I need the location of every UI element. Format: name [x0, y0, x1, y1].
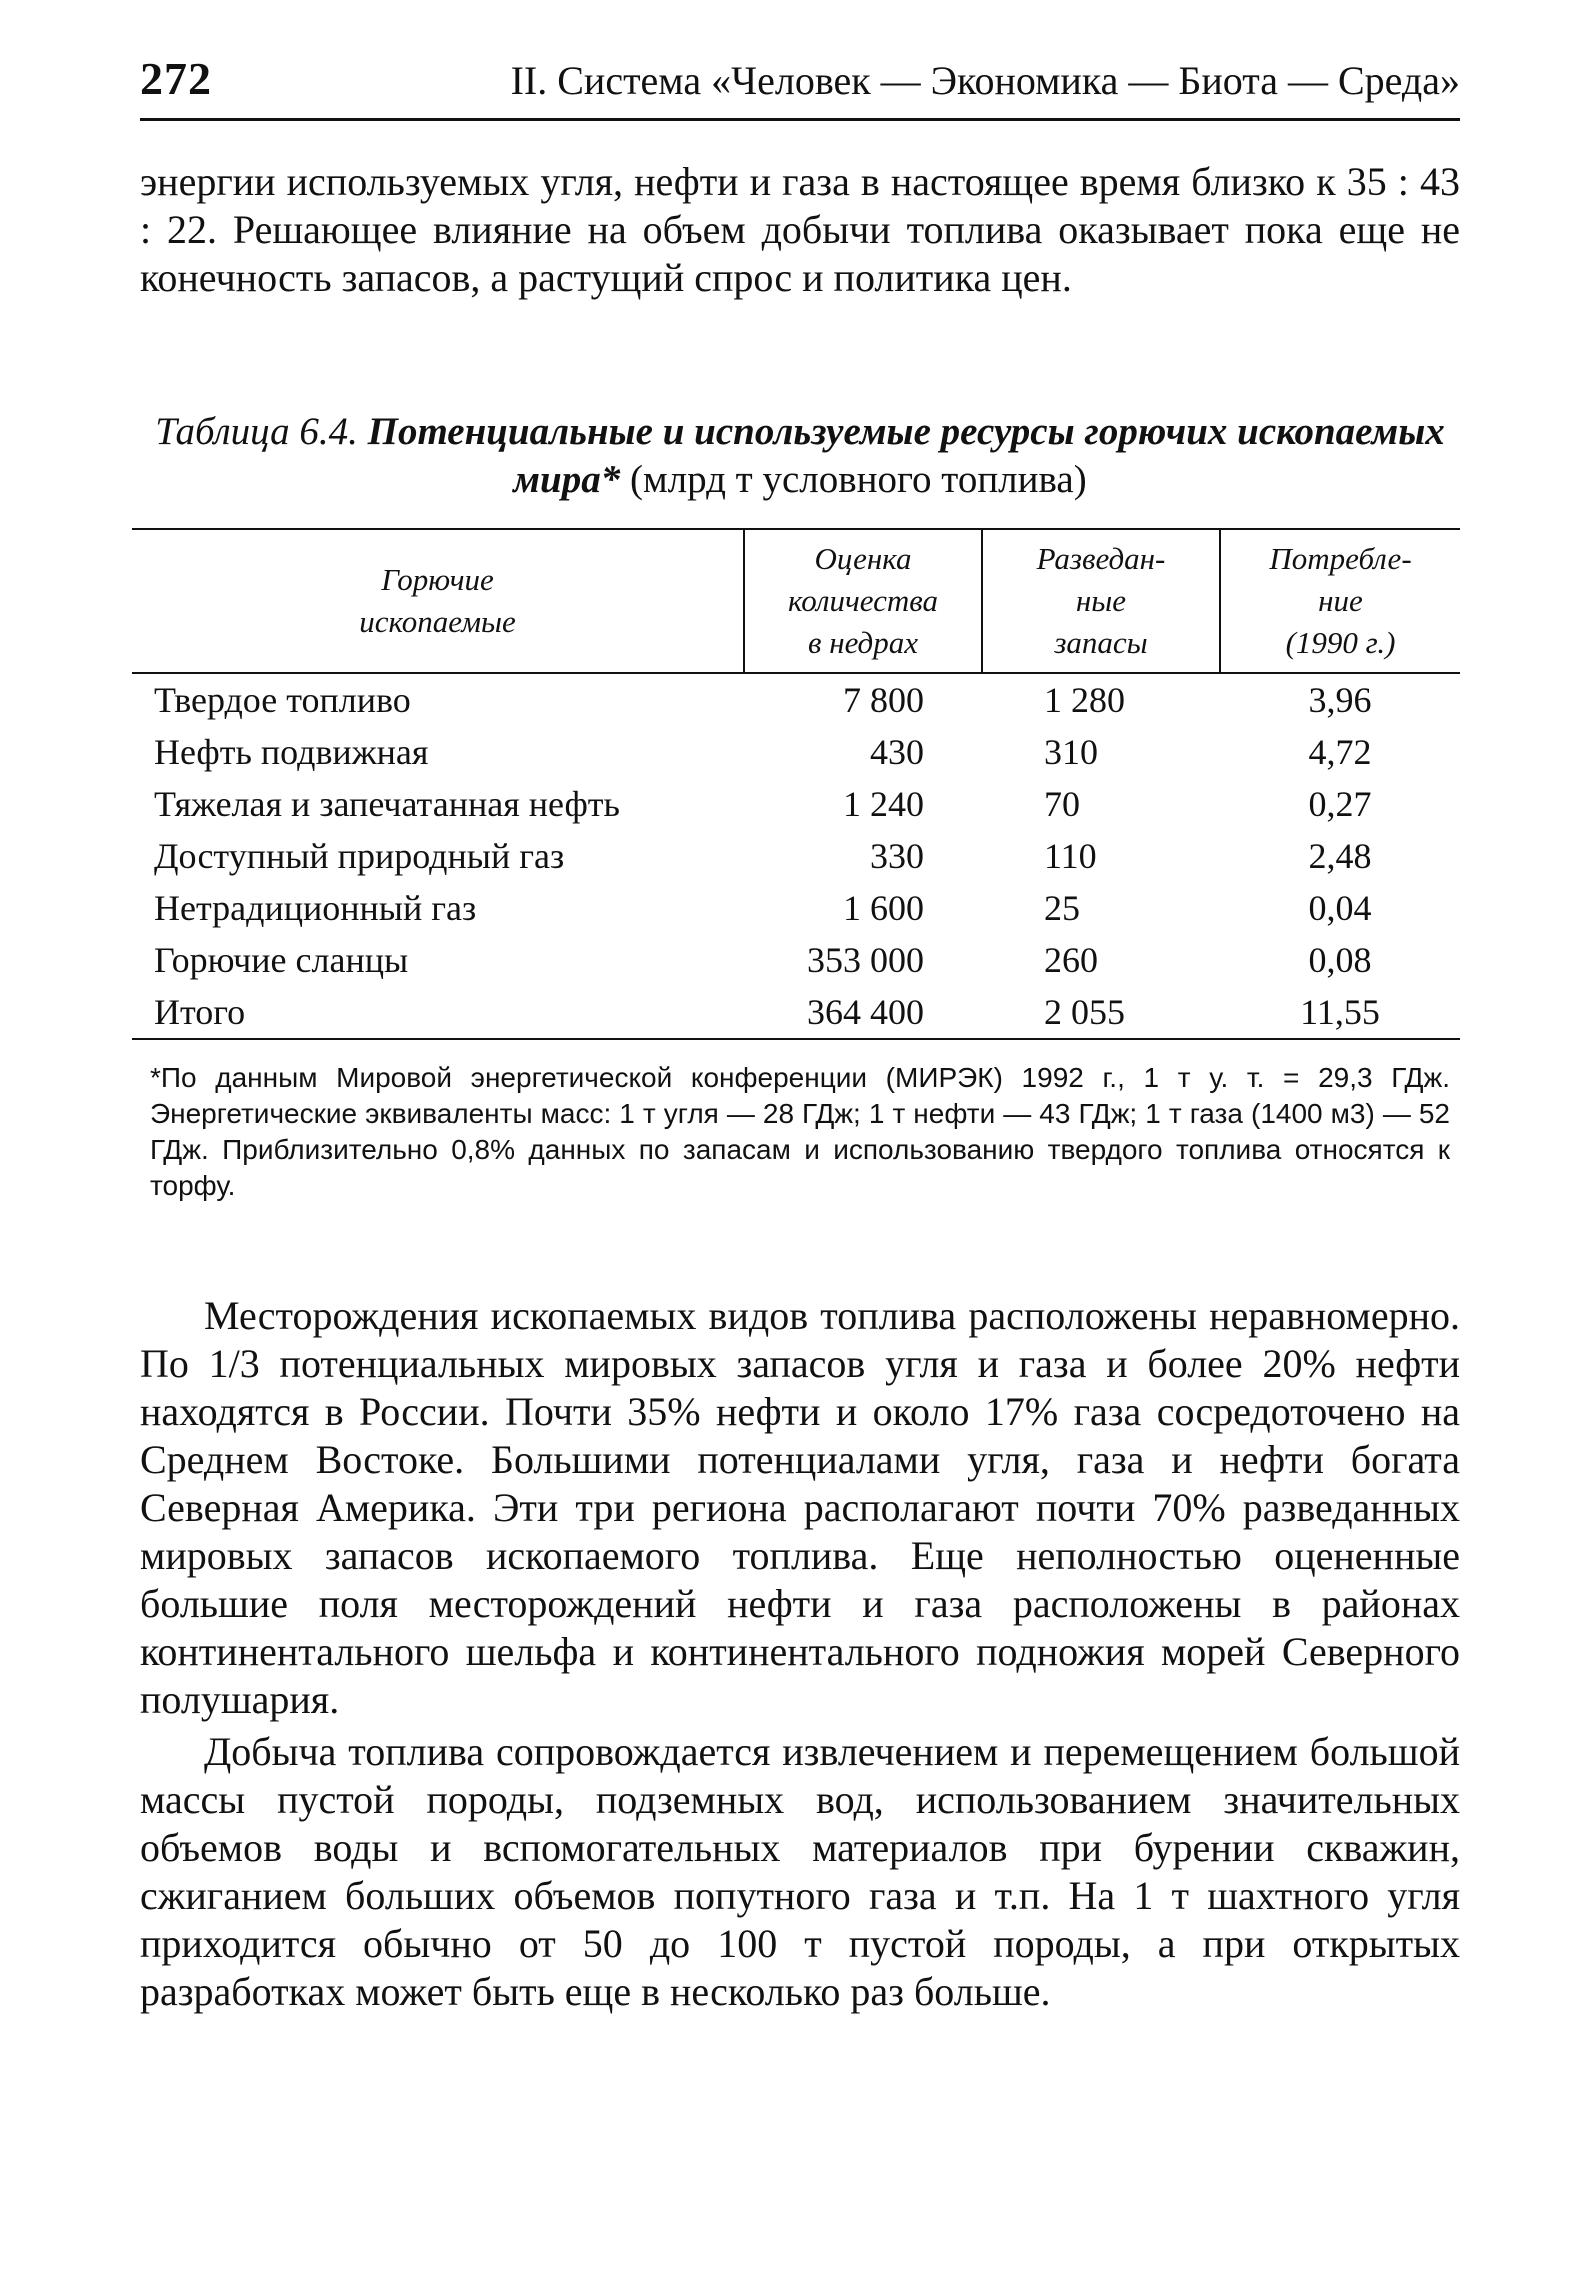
intro-paragraph: энергии используемых угля, нефти и газа в настоящее время близко к 35 : 43 : 22. Решающее влияние на объем добычи топлива оказывает пока еще не конечность запасов, а растущий спрос и политика цен. — [140, 159, 1460, 300]
table-row — [132, 778, 1460, 830]
table-row — [132, 934, 1460, 986]
page-number: 272 — [140, 53, 212, 104]
table-footnote: *По данным Мировой энергетической конференции (МИРЭК) 1992 г., 1 т у. т. = 29,3 ГДж. Энергетические эквиваленты масс: 1 т угля — 28 ГДж; 1 т нефти — 43 ГДж; 1 т газа (1400 м3) — 52 ГДж. Приблизительно 0,8% данных по запасам и использованию твердого топлива относятся к торфу. — [150, 1062, 1450, 1201]
header-line: в недрах — [807, 625, 918, 660]
header-estimate — [744, 529, 982, 673]
cell-estimate: 364 400 — [807, 992, 924, 1032]
header-line: Горючие — [381, 562, 494, 597]
cell-name: Горючие сланцы — [154, 940, 409, 980]
header-line: количества — [787, 583, 939, 618]
table-caption-label: Таблица 6.4. — [155, 410, 358, 453]
cell-explored: 110 — [1044, 836, 1097, 876]
table-header-row — [132, 529, 1460, 673]
cell-name: Твердое топливо — [154, 680, 411, 720]
resources-table — [132, 528, 1460, 1040]
table-caption-star: * — [600, 458, 621, 501]
table-row — [132, 726, 1460, 778]
header-explored — [982, 529, 1220, 673]
cell-consumption: 3,96 — [1308, 680, 1372, 720]
table-row — [132, 830, 1460, 882]
cell-consumption: 0,08 — [1308, 940, 1372, 980]
table-row — [132, 673, 1460, 726]
cell-explored: 260 — [1044, 940, 1098, 980]
cell-consumption: 2,48 — [1308, 836, 1372, 876]
table-caption — [140, 408, 1460, 504]
header-consumption — [1220, 529, 1460, 673]
header-line: Разведан- — [1036, 541, 1166, 576]
body-text — [140, 1292, 1460, 2016]
cell-estimate: 353 000 — [807, 940, 924, 980]
running-head — [140, 48, 1460, 121]
header-line: Оценка — [814, 541, 912, 576]
cell-name: Нефть подвижная — [154, 732, 429, 772]
cell-name: Доступный природный газ — [154, 836, 565, 876]
header-line: ние — [1318, 583, 1363, 618]
cell-estimate: 7 800 — [843, 680, 924, 720]
cell-name: Тяжелая и запечатанная нефть — [154, 784, 620, 824]
intro-paragraph-block — [140, 158, 1460, 302]
table-caption-title: Потенциальные и используемые ресурсы горючих ископаемых мира — [367, 410, 1445, 501]
cell-consumption: 0,27 — [1308, 784, 1372, 824]
running-title: II. Система «Человек — Экономика — Биота — Среда» — [510, 58, 1460, 103]
cell-consumption: 11,55 — [1300, 992, 1380, 1032]
cell-name: Итого — [154, 992, 246, 1032]
cell-estimate: 330 — [870, 836, 924, 876]
cell-explored: 2 055 — [1044, 992, 1125, 1032]
header-fuel-type — [132, 529, 744, 673]
cell-name: Нетрадиционный газ — [154, 888, 477, 928]
header-line: Потребле- — [1269, 541, 1412, 576]
paragraph: Добыча топлива сопровождается извлечением и перемещением большой массы пустой породы, подземных вод, использованием значительных объемов воды и вспомогательных материалов при бурении скважин, сжиганием больших объемов попутного газа и т.п. На 1 т шахтного угля приходится обычно от 50 до 100 т пустой породы, а при открытых разработках может быть еще в несколько раз больше. — [140, 1729, 1460, 2014]
cell-explored: 310 — [1044, 732, 1098, 772]
header-line: ные — [1075, 583, 1127, 618]
cell-consumption: 4,72 — [1308, 732, 1372, 772]
cell-explored: 70 — [1044, 784, 1080, 824]
paragraph: Месторождения ископаемых видов топлива расположены неравномерно. По 1/3 потенциальных мировых запасов угля и газа и более 20% нефти находятся в России. Почти 35% нефти и около 17% газа сосредоточено на Среднем Востоке. Большими потенциалами угля, газа и нефти богата Северная Америка. Эти три региона располагают почти 70% разведанных мировых запасов ископаемого топлива. Еще неполностью оцененные большие поля месторождений нефти и газа расположены в районах континентального шельфа и континентального подножия морей Северного полушария. — [140, 1293, 1460, 1722]
cell-estimate: 1 600 — [843, 888, 924, 928]
cell-estimate: 1 240 — [843, 784, 924, 824]
cell-estimate: 430 — [870, 732, 924, 772]
cell-explored: 25 — [1044, 888, 1080, 928]
header-line: (1990 г.) — [1285, 625, 1396, 660]
table-row-total — [132, 986, 1460, 1039]
cell-consumption: 0,04 — [1308, 888, 1372, 928]
table-row — [132, 882, 1460, 934]
cell-explored: 1 280 — [1044, 680, 1125, 720]
header-line: ископаемые — [359, 604, 516, 639]
header-line: запасы — [1054, 625, 1148, 660]
table-caption-unit: (млрд т условного топлива) — [629, 458, 1087, 501]
